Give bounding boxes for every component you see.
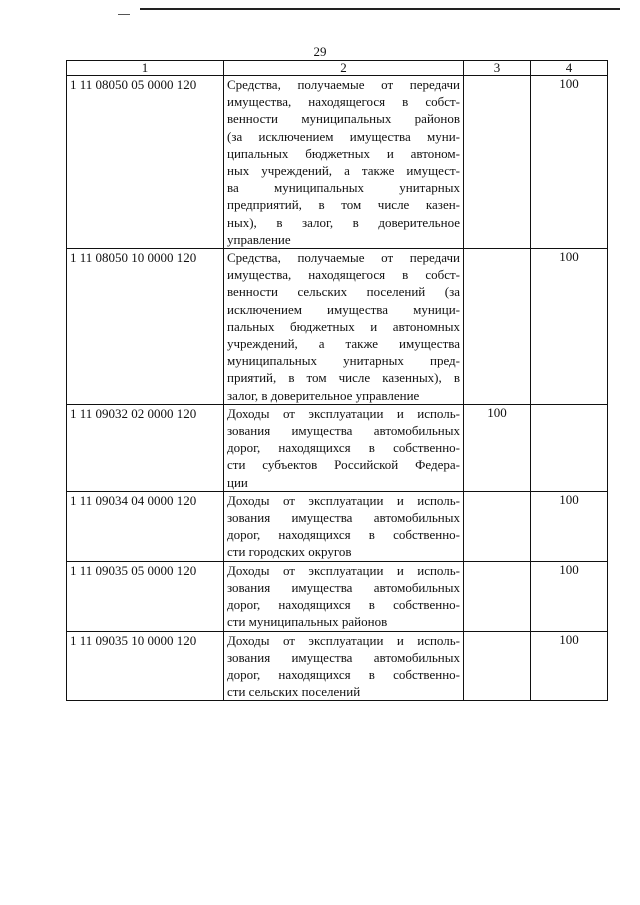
value-col-4 xyxy=(531,404,608,491)
table-row xyxy=(67,404,608,491)
value-col-3 xyxy=(464,631,531,701)
description-line: пальных бюджетных и автономных xyxy=(227,318,460,334)
table-row xyxy=(67,561,608,631)
description-line: венности муниципальных районов xyxy=(227,111,460,127)
value-col-4: 100 xyxy=(531,491,608,561)
revenue-description xyxy=(224,249,464,405)
revenue-description xyxy=(224,491,464,561)
description-line: Средства, получаемые от передачи xyxy=(227,77,460,92)
description-line: имущества, находящегося в собст- xyxy=(227,94,460,110)
revenue-description xyxy=(224,631,464,701)
revenue-code: 1 11 08050 10 0000 120 xyxy=(67,249,224,405)
value-col-3 xyxy=(464,561,531,631)
description-line: имущества, находящегося в собст- xyxy=(227,267,460,283)
page-number: 29 xyxy=(313,44,327,59)
description-line: исключением имущества муници- xyxy=(227,301,460,317)
value-col-4: 100 xyxy=(531,76,608,249)
table-row xyxy=(67,631,608,701)
table-row xyxy=(67,491,608,561)
value-col-3 xyxy=(464,491,531,561)
top-rule xyxy=(140,8,620,10)
top-mark xyxy=(118,14,130,15)
revenue-table xyxy=(66,60,608,701)
description-line: зования имущества автомобильных xyxy=(227,579,460,595)
description-line: зования имущества автомобильных xyxy=(227,423,460,439)
revenue-description xyxy=(224,404,464,491)
description-line: Средства, получаемые от передачи xyxy=(227,250,460,266)
header-row xyxy=(67,61,608,76)
revenue-code: 1 11 09035 10 0000 120 xyxy=(67,631,224,701)
description-line: учреждений, а также имущества xyxy=(227,336,460,352)
revenue-code: 1 11 09035 05 0000 120 xyxy=(67,561,224,631)
description-line: ных), в залог, в доверительное xyxy=(227,214,460,230)
revenue-code: 1 11 08050 05 0000 120 xyxy=(67,76,224,249)
table-row xyxy=(67,76,608,249)
value-col-4: 100 xyxy=(531,249,608,405)
value-col-4: 100 xyxy=(531,631,608,701)
header-col-2: 2 xyxy=(224,61,464,76)
value-col-3 xyxy=(464,249,531,405)
header-col-4: 4 xyxy=(531,61,608,76)
description-line: сти субъектов Российской Федера- xyxy=(227,457,460,473)
description-line: Доходы от эксплуатации и исполь- xyxy=(227,405,460,421)
description-line: Доходы от эксплуатации и исполь- xyxy=(227,492,460,508)
description-line: зования имущества автомобильных xyxy=(227,510,460,526)
revenue-code: 1 11 09032 02 0000 120 xyxy=(67,404,224,491)
value-col-3 xyxy=(464,76,531,249)
description-line: дорог, находящихся в собственно- xyxy=(227,527,460,543)
description-line: Доходы от эксплуатации и исполь- xyxy=(227,632,460,648)
value-col-4: 100 xyxy=(531,561,608,631)
description-line: предприятий, в том числе казен- xyxy=(227,197,460,213)
description-line: управление xyxy=(227,231,291,247)
header-col-3: 3 xyxy=(464,61,531,76)
description-line: сти муниципальных районов xyxy=(227,614,388,630)
description-line: зования имущества автомобильных xyxy=(227,649,460,665)
description-line: венности сельских поселений (за xyxy=(227,284,460,300)
description-line: сти сельских поселений xyxy=(227,684,361,700)
description-line: ных учреждений, а также имущест- xyxy=(227,163,460,179)
description-line: Доходы от эксплуатации и исполь- xyxy=(227,562,460,578)
description-line: дорог, находящихся в собственно- xyxy=(227,597,460,613)
header-col-1: 1 xyxy=(67,61,224,76)
description-line: (за исключением имущества муни- xyxy=(227,128,460,144)
description-line: приятий, в том числе казенных), в xyxy=(227,370,460,386)
description-line: ции xyxy=(227,474,248,490)
description-line: муниципальных унитарных пред- xyxy=(227,353,460,369)
description-line: дорог, находящихся в собственно- xyxy=(227,440,460,456)
description-line: сти городских округов xyxy=(227,544,352,560)
table-row xyxy=(67,249,608,405)
description-line: дорог, находящихся в собственно- xyxy=(227,666,460,682)
description-line: ва муниципальных унитарных xyxy=(227,180,460,196)
description-line: залог, в доверительное управление xyxy=(227,387,420,403)
revenue-description xyxy=(224,561,464,631)
revenue-code: 1 11 09034 04 0000 120 xyxy=(67,491,224,561)
revenue-description xyxy=(224,76,464,249)
description-line: ципальных бюджетных и автоном- xyxy=(227,145,460,161)
value-col-3: 100 xyxy=(464,404,531,491)
